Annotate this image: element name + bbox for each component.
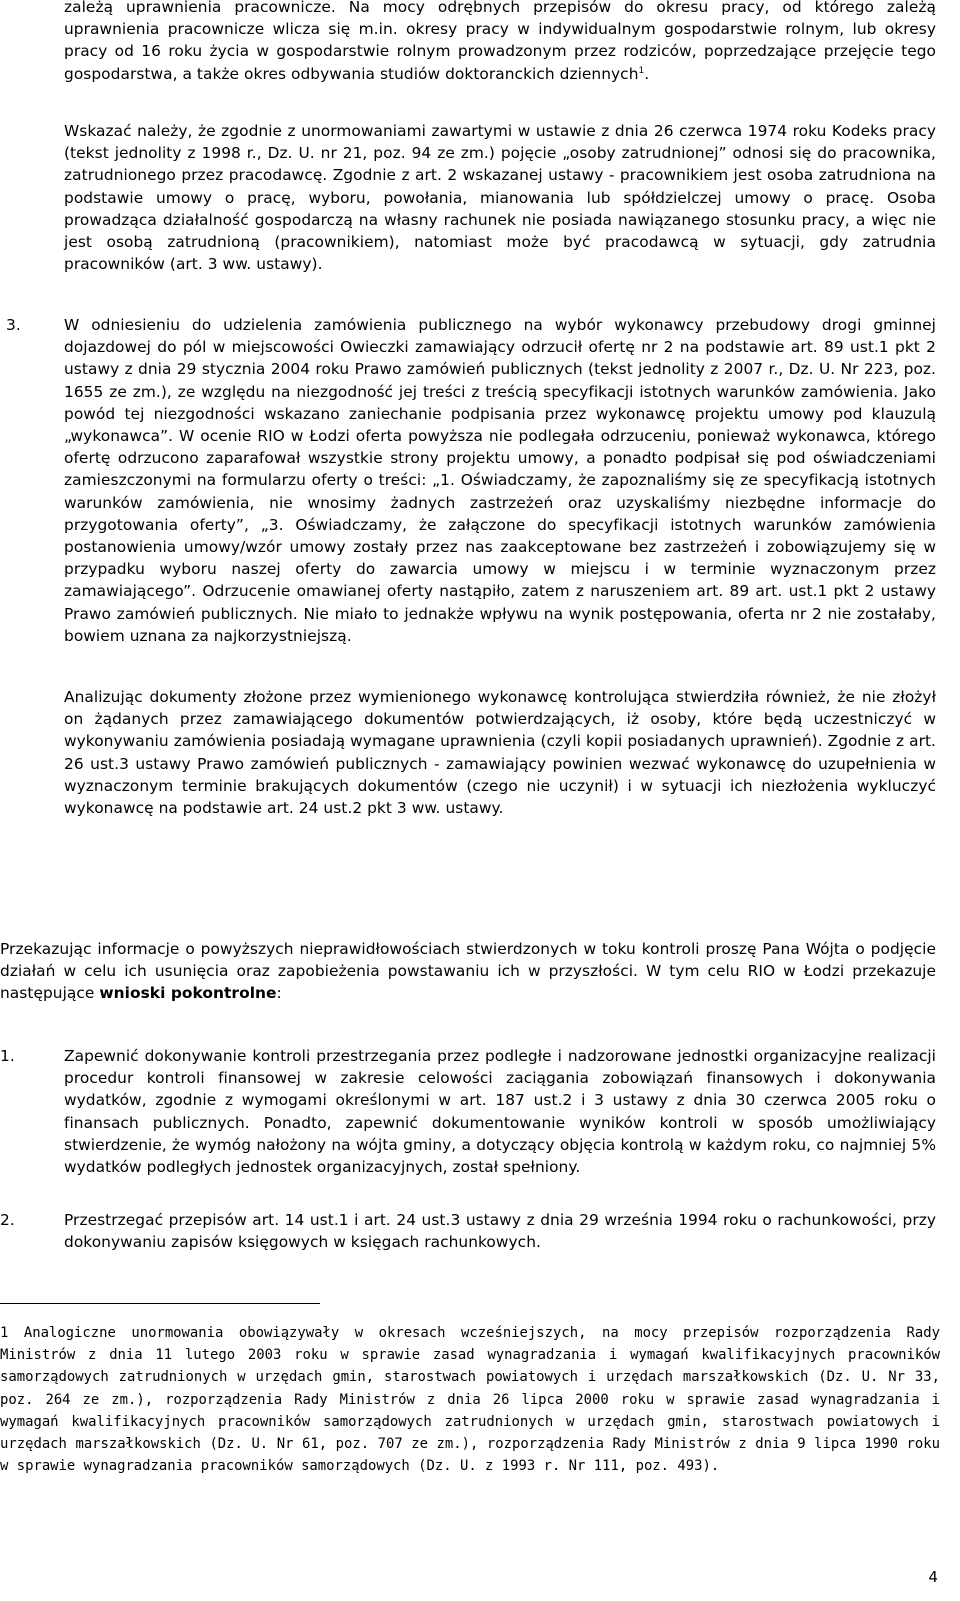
recommendation-1-number: 1. [0, 1047, 15, 1065]
item-3-analysis: Analizując dokumenty złożone przez wymienionego wykonawcę kontrolująca stwierdziła również, że nie złożył on żądanych przez zamawiającego dokumentów potwierdzających, iż osoby, które będą uczestniczyć w wykonywaniu zamówienia posiadają wymagane uprawnienia (czyli kopii posiadanych uprawnień). Zgodnie z art. 26 ust.3 ustawy Prawo zamówień publicznych - zamawiający powinien wezwać wykonawcę do uzupełnienia w wyznaczonym terminie brakujących dokumentów (czego nie uczynił) i w sytuacji ich niezłożenia wykluczyć wykonawcę na podstawie art. 24 ust.2 pkt 3 ww. ustawy. [64, 688, 936, 818]
conclusion-intro-text: Przekazując informacje o powyższych nieprawidłowościach stwierdzonych w toku kontroli proszę Pana Wójta o podjęcie działań w celu ich usunięcia oraz zapobieżenia powstawaniu ich w przyszłości. W tym celu RIO w Łodzi przekazuje następujące [0, 940, 936, 1003]
footnote-reference[interactable]: 1 [638, 65, 645, 76]
paragraph-employee-definition: Wskazać należy, że zgodnie z unormowaniami zawartymi w ustawie z dnia 26 czerwca 1974 roku Kodeks pracy (tekst jednolity z 1998 r., Dz. U. nr 21, poz. 94 ze zm.) pojęcie „osoby zatrudnionej” odnosi się do pracownika, zatrudnionego przez pracodawcę. Zgodnie z art. 2 wskazanej ustawy - pracownikiem jest osoba zatrudniona na podstawie umowy o pracę, wyboru, powołania, mianowania lub spółdzielczej umowy o pracę. Osoba prowadząca działalność gospodarczą na własny rachunek nie posiada nawiązanego stosunku pracy, a więc nie jest osobą zatrudnioną (pracownikiem), natomiast może być pracodawcą w sytuacji, gdy zatrudnia pracowników (art. 3 ww. ustawy). [64, 122, 936, 274]
top-paragraph [64, 0, 936, 85]
footnote-1: 1 Analogiczne unormowania obowiązywały w okresach wcześniejszych, na mocy przepisów rozporządzenia Rady Ministrów z dnia 11 lutego 2003 roku w sprawie zasad wynagradzania i wymagań kwalifikacyjnych pracowników samorządowych zatrudnionych w urzędach gmin, starostwach powiatowych i urzędach marszałkowskich (Dz. U. Nr 33, poz. 264 ze zm.), rozporządzenia Rady Ministrów z dnia 26 lipca 2000 roku w sprawie zasad wynagradzania i wymagań kwalifikacyjnych pracowników samorządowych zatrudnionych w urzędach gmin, starostwach powiatowych i urzędach marszałkowskich (Dz. U. Nr 61, poz. 707 ze zm.), rozporządzenia Rady Ministrów z dnia 9 lipca 1990 roku w sprawie wynagradzania pracowników samorządowych (Dz. U. z 1993 r. Nr 111, poz. 493). [0, 1325, 940, 1475]
item-3-text: W odniesieniu do udzielenia zamówienia publicznego na wybór wykonawcy przebudowy drogi gminnej dojazdowej do pól w miejscowości Owieczki zamawiający odrzucił ofertę nr 2 na podstawie art. 89 ust.1 pkt 2 ustawy z dnia 29 stycznia 2004 roku Prawo zamówień publicznych (tekst jednolity z 2007 r., Dz. U. Nr 223, poz. 1655 ze zm.), ze względu na niezgodność jej treści z treścią specyfikacji istotnych warunków zamówienia. Jako powód tej niezgodności wskazano zaniechanie podpisania przez wykonawcę projektu umowy pod klauzulą „wykonawca”. W ocenie RIO w Łodzi oferta powyższa nie podlegała odrzuceniu, ponieważ wykonawca, którego ofertę odrzucono zaparafował wszystkie strony projektu umowy, a ponadto podpisał się pod oświadczeniami zamieszczonymi na formularzu oferty o treści: „1. Oświadczamy, że zapoznaliśmy się ze specyfikacją istotnych warunków zamówienia, nie wnosimy żadnych zastrzeżeń oraz uzyskaliśmy niezbędne informacje do przygotowania oferty”, „3. Oświadczamy, że załączone do specyfikacji istotnych warunków zamówienia postanowienia umowy/wzór umowy zostały przez nas zaakceptowane bez zastrzeżeń i zobowiązujemy się w przypadku wyboru naszej oferty do zawarcia umowy w miejscu i w terminie wyznaczonym przez zamawiającego”. Odrzucenie omawianej oferty nastąpiło, zatem z naruszeniem art. 89 art. ust.1 pkt 2 ustawy Prawo zamówień publicznych. Nie miało to jednakże wpływu na wynik postępowania, oferta nr 2 nie zostałaby, bowiem uznana za najkorzystniejszą. [64, 316, 936, 645]
recommendation-1-text: Zapewnić dokonywanie kontroli przestrzegania przez podległe i nadzorowane jednostki organizacyjne realizacji procedur kontroli finansowej w zakresie celowości zaciągania zobowiązań finansowych i dokonywania wydatków, zgodnie z wymogami określonymi w art. 187 ust.2 i 3 ustawy z dnia 30 czerwca 2005 roku o finansach publicznych. Ponadto, zapewnić dokumentowanie wyników kontroli w sposób umożliwiający stwierdzenie, że wymóg nałożony na wójta gminy, a dotyczący objęcia kontrolą w każdym roku, co najmniej 5% wydatków podległych jednostek organizacyjnych, został spełniony. [64, 1047, 936, 1177]
item-3-number: 3. [6, 316, 21, 334]
page-number: 4 [928, 1568, 938, 1586]
recommendation-2-text: Przestrzegać przepisów art. 14 ust.1 i art. 24 ust.3 ustawy z dnia 29 września 1994 roku o rachunkowości, przy dokonywaniu zapisów księgowych w księgach rachunkowych. [64, 1211, 936, 1252]
top-paragraph-text: zależą uprawnienia pracownicze. Na mocy odrębnych przepisów do okresu pracy, od którego zależą uprawnienia pracownicze wlicza się m.in. okresy pracy w indywidualnym gospodarstwie rolnym, lub okresy pracy od 16 roku życia w gospodarstwie rolnym prowadzonym przez rodziców, poprzedzające przejęcie tego gospodarstwa, a także okres odbywania studiów doktoranckich dziennych [64, 0, 936, 83]
conclusion-end: : [276, 984, 282, 1003]
footnote-separator [0, 1303, 320, 1304]
conclusion-bold: wnioski pokontrolne [99, 984, 277, 1003]
conclusion-intro [0, 938, 936, 1005]
top-paragraph-end: . [644, 64, 650, 83]
recommendation-2-number: 2. [0, 1211, 15, 1229]
